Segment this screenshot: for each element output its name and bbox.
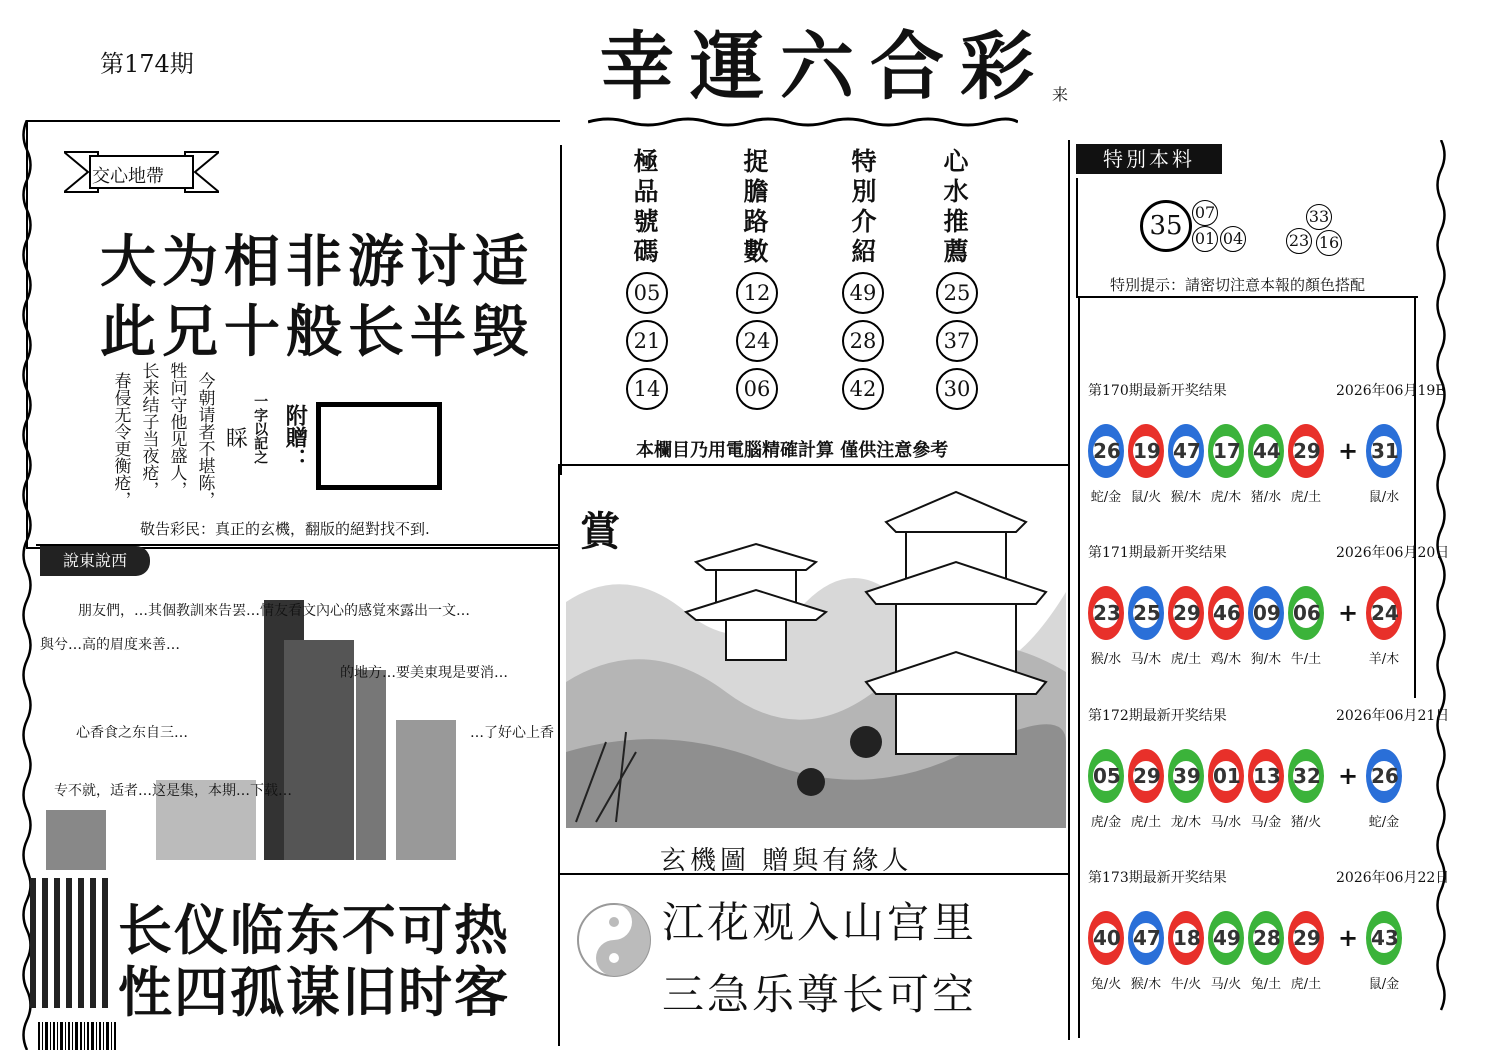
- pick-number: 30: [936, 368, 978, 410]
- special-small-number: 01: [1192, 226, 1218, 252]
- special-small-number: 04: [1220, 226, 1246, 252]
- pick-title-4: 心水推薦: [940, 148, 969, 268]
- result-ball: [1128, 749, 1164, 803]
- smudge-block: [30, 878, 110, 1008]
- gift-label: 附贈：: [282, 404, 309, 470]
- ball-zodiac-label: 羊/木: [1368, 652, 1400, 667]
- pick-number: 37: [936, 320, 978, 362]
- ball-number: 19: [1133, 436, 1159, 466]
- ball-number: 06: [1293, 598, 1319, 628]
- result-title: 第173期最新开奖结果: [1088, 870, 1227, 886]
- result-date: 2026年06月21日: [1336, 708, 1450, 724]
- ball-number: 29: [1293, 923, 1319, 953]
- result-ball: [1208, 911, 1244, 965]
- verse-col-2: 牲问守他见盛人，: [166, 362, 187, 498]
- divider-left-top: [560, 145, 562, 475]
- ball-number: 43: [1371, 923, 1397, 953]
- ball-zodiac-label: 马/水: [1210, 815, 1242, 830]
- result-ball: [1208, 586, 1244, 640]
- ball-zodiac-label: 马/木: [1130, 652, 1162, 667]
- ball-number: 09: [1253, 598, 1279, 628]
- ball-zodiac-label: 猪/水: [1250, 490, 1282, 505]
- poem-right-2: 三急乐尊长可空: [662, 970, 978, 1019]
- talk-line-6: 专不就，适者…这是集，本期…下载…: [54, 783, 292, 799]
- picture-caption: 玄機圖 贈與有緣人: [660, 846, 913, 876]
- result-title: 第171期最新开奖结果: [1088, 545, 1227, 561]
- pick-number: 28: [842, 320, 884, 362]
- ball-number: 49: [1213, 923, 1239, 953]
- talk-line-3: 的地方…要美東現是要消…: [340, 665, 508, 681]
- pick-number: 06: [736, 368, 778, 410]
- result-ball: [1208, 424, 1244, 478]
- verse-col-1: 今朝请者不堪陈，: [194, 372, 215, 508]
- result-ball: [1248, 749, 1284, 803]
- plus-sign: +: [1338, 598, 1359, 627]
- result-title: 第170期最新开奖结果: [1088, 383, 1227, 399]
- warning-text: 敬告彩民：真正的玄機，翻版的絕對找不到.: [140, 520, 430, 538]
- issue-number: 第174期: [100, 50, 194, 78]
- result-special-ball: [1366, 749, 1402, 803]
- ball-number: 46: [1213, 598, 1239, 628]
- talk-poem-1: 长仪临东不可热: [118, 899, 510, 962]
- special-small-number: 23: [1286, 228, 1312, 254]
- verse-col-3: 长来结子当夜疮，: [138, 362, 159, 498]
- ball-number: 32: [1293, 761, 1319, 791]
- ball-zodiac-label: 牛/火: [1170, 977, 1202, 992]
- ball-zodiac-label: 鼠/火: [1130, 490, 1162, 505]
- result-ball: [1128, 911, 1164, 965]
- result-ball: [1088, 586, 1124, 640]
- ball-number: 40: [1093, 923, 1119, 953]
- heart-line-1: 大为相非游讨适: [100, 230, 534, 295]
- picture-corner-glyph: 賞: [580, 508, 620, 555]
- results-top-rule: [1076, 296, 1418, 298]
- ball-zodiac-label: 虎/土: [1290, 490, 1322, 505]
- ball-number: 29: [1173, 598, 1199, 628]
- ball-number: 05: [1093, 761, 1119, 791]
- pick-number: 12: [736, 272, 778, 314]
- pick-note: 本欄目乃用電腦精確計算 僅供注意參考: [636, 440, 949, 461]
- ball-zodiac-label: 虎/金: [1090, 815, 1122, 830]
- divider-mid-h: [558, 464, 1070, 466]
- ball-zodiac-label: 马/金: [1250, 815, 1282, 830]
- right-vine-border: [1434, 140, 1448, 1020]
- ball-zodiac-label: 猴/木: [1130, 977, 1162, 992]
- ball-number: 28: [1253, 923, 1279, 953]
- ball-zodiac-label: 虎/土: [1170, 652, 1202, 667]
- ball-zodiac-label: 狗/木: [1250, 652, 1282, 667]
- pick-title-1: 極品號碼: [630, 148, 659, 268]
- result-date: 2026年06月19E: [1336, 383, 1446, 399]
- ball-number: 25: [1133, 598, 1159, 628]
- result-ball: [1208, 749, 1244, 803]
- ball-number: 18: [1173, 923, 1199, 953]
- result-ball: [1088, 749, 1124, 803]
- result-special-ball: [1366, 586, 1402, 640]
- ball-zodiac-label: 兔/火: [1090, 977, 1122, 992]
- ball-zodiac-label: 牛/土: [1290, 652, 1322, 667]
- result-date: 2026年06月22日: [1336, 870, 1450, 886]
- talk-line-5: …了好心上香: [470, 725, 554, 741]
- ball-zodiac-label: 猪/火: [1290, 815, 1322, 830]
- pick-number: 24: [736, 320, 778, 362]
- poem-right-1: 江花观入山宫里: [662, 898, 978, 947]
- barcode: [38, 1022, 148, 1050]
- result-ball: [1128, 424, 1164, 478]
- pick-title-3: 特別介紹: [848, 148, 877, 268]
- result-ball: [1248, 586, 1284, 640]
- result-ball: [1248, 424, 1284, 478]
- ball-zodiac-label: 鼠/金: [1368, 977, 1400, 992]
- result-ball: [1168, 911, 1204, 965]
- result-date: 2026年06月20日: [1336, 545, 1450, 561]
- divider-right: [1068, 140, 1070, 1040]
- result-ball: [1168, 586, 1204, 640]
- talk-line-1: 朋友們，…其個教訓來告罢…情友看文內心的感覚來露出一文…: [78, 603, 470, 619]
- ball-zodiac-label: 猴/木: [1170, 490, 1202, 505]
- result-ball: [1088, 424, 1124, 478]
- pick-number: 42: [842, 368, 884, 410]
- ball-zodiac-label: 鸡/木: [1210, 652, 1242, 667]
- special-divider: [1076, 178, 1078, 298]
- ball-zodiac-label: 鼠/水: [1368, 490, 1400, 505]
- ball-number: 29: [1293, 436, 1319, 466]
- plus-sign: +: [1338, 761, 1359, 790]
- ball-number: 26: [1093, 436, 1119, 466]
- divider-mid-left: [558, 466, 560, 1046]
- ball-zodiac-label: 猴/水: [1090, 652, 1122, 667]
- ball-number: 24: [1371, 598, 1397, 628]
- special-tag: 特別本料: [1076, 144, 1222, 174]
- special-hint: 特別提示：請密切注意本報的顏色搭配: [1110, 276, 1366, 294]
- ball-number: 47: [1173, 436, 1199, 466]
- side-glyph: 睬: [226, 427, 249, 452]
- result-ball: [1288, 586, 1324, 640]
- talk-zone-tag: 說東說西: [40, 546, 150, 576]
- ball-zodiac-label: 虎/木: [1210, 490, 1242, 505]
- ball-number: 26: [1371, 761, 1397, 791]
- ball-number: 47: [1133, 923, 1159, 953]
- pick-number: 49: [842, 272, 884, 314]
- results-right-rule: [1414, 298, 1416, 698]
- gift-box: [316, 402, 442, 490]
- ball-zodiac-label: 兔/土: [1250, 977, 1282, 992]
- special-small-number: 16: [1316, 230, 1342, 256]
- masthead-tag: 来: [1052, 85, 1069, 104]
- ball-zodiac-label: 蛇/金: [1368, 815, 1400, 830]
- result-special-ball: [1366, 911, 1402, 965]
- vine-ornament: [588, 116, 1018, 128]
- result-ball: [1168, 424, 1204, 478]
- result-ball: [1288, 749, 1324, 803]
- result-ball: [1088, 911, 1124, 965]
- pick-number: 14: [626, 368, 668, 410]
- verse-col-4: 春侵无令更衡疮，: [110, 372, 131, 508]
- ball-number: 17: [1213, 436, 1239, 466]
- pick-number: 25: [936, 272, 978, 314]
- ball-zodiac-label: 马/火: [1210, 977, 1242, 992]
- ball-number: 01: [1213, 761, 1239, 791]
- result-title: 第172期最新开奖结果: [1088, 708, 1227, 724]
- pagoda-illustration: [566, 482, 1066, 828]
- masthead-title: 幸運六合彩: [600, 24, 1050, 110]
- pick-title-2: 捉膽路數: [740, 148, 769, 268]
- result-ball: [1248, 911, 1284, 965]
- ball-number: 13: [1253, 761, 1279, 791]
- result-ball: [1288, 424, 1324, 478]
- result-ball: [1288, 911, 1324, 965]
- ball-zodiac-label: 龙/木: [1170, 815, 1202, 830]
- result-ball: [1168, 749, 1204, 803]
- results-left-rule: [1078, 298, 1080, 1038]
- pick-number: 05: [626, 272, 668, 314]
- ball-zodiac-label: 虎/土: [1130, 815, 1162, 830]
- special-small-number: 07: [1192, 200, 1218, 226]
- special-big-number: 35: [1140, 200, 1192, 252]
- ball-number: 44: [1253, 436, 1279, 466]
- plus-sign: +: [1338, 923, 1359, 952]
- ball-number: 39: [1173, 761, 1199, 791]
- ball-zodiac-label: 虎/土: [1290, 977, 1322, 992]
- side-note: 一字以記之: [252, 394, 269, 464]
- heart-line-2: 此兄十般长半毁: [100, 300, 534, 365]
- talk-line-4: 心香食之东自三…: [76, 725, 188, 741]
- special-small-number: 33: [1306, 204, 1332, 230]
- talk-poem-2: 性四孤谋旧时客: [118, 961, 510, 1024]
- heart-zone-label: 交心地帶: [92, 166, 164, 187]
- plus-sign: +: [1338, 436, 1359, 465]
- pick-number: 21: [626, 320, 668, 362]
- result-special-ball: [1366, 424, 1402, 478]
- ball-number: 31: [1371, 436, 1397, 466]
- ball-number: 29: [1133, 761, 1159, 791]
- result-ball: [1128, 586, 1164, 640]
- talk-line-2: 與兮…高的眉度来善…: [40, 637, 180, 653]
- ball-zodiac-label: 蛇/金: [1090, 490, 1122, 505]
- ball-number: 23: [1093, 598, 1119, 628]
- yin-yang-icon: [574, 900, 654, 980]
